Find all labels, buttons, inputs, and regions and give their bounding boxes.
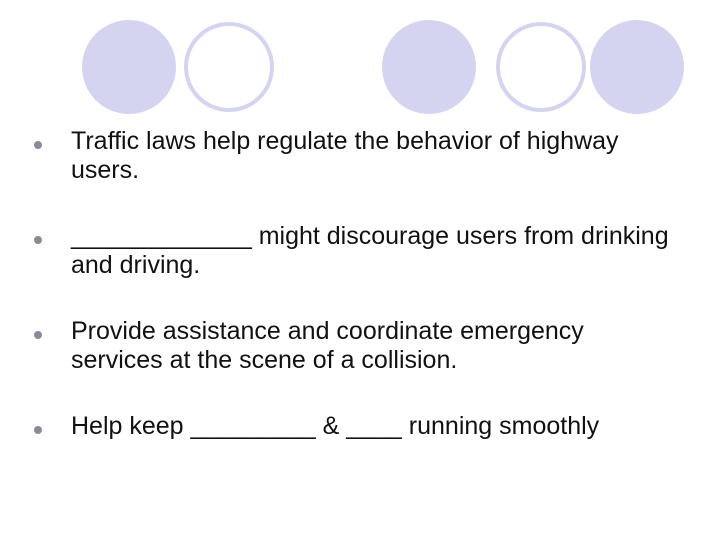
bullet-item bbox=[34, 317, 694, 375]
bullet-icon bbox=[34, 426, 42, 434]
decorative-circles bbox=[0, 0, 720, 120]
bullet-text: Help keep _________ & ____ running smoothly bbox=[71, 412, 600, 440]
bullet-icon bbox=[34, 236, 42, 244]
bullet-list bbox=[34, 127, 694, 441]
bullet-text: Traffic laws help regulate the behavior of highway users. bbox=[71, 127, 619, 184]
bullet-text: _____________ might discourage users from drinking and driving. bbox=[71, 222, 669, 279]
bullet-icon bbox=[34, 141, 42, 149]
circle-filled-3 bbox=[590, 20, 684, 114]
bullet-icon bbox=[34, 331, 42, 339]
circle-outline-1 bbox=[186, 24, 272, 110]
circle-filled-1 bbox=[82, 20, 176, 114]
bullet-text: Provide assistance and coordinate emergency services at the scene of a collision. bbox=[71, 317, 584, 374]
circle-filled-2 bbox=[382, 20, 476, 114]
circle-outline-2 bbox=[498, 24, 584, 110]
bullet-item bbox=[34, 222, 694, 280]
bullet-item bbox=[34, 127, 694, 185]
bullet-item bbox=[34, 412, 694, 441]
